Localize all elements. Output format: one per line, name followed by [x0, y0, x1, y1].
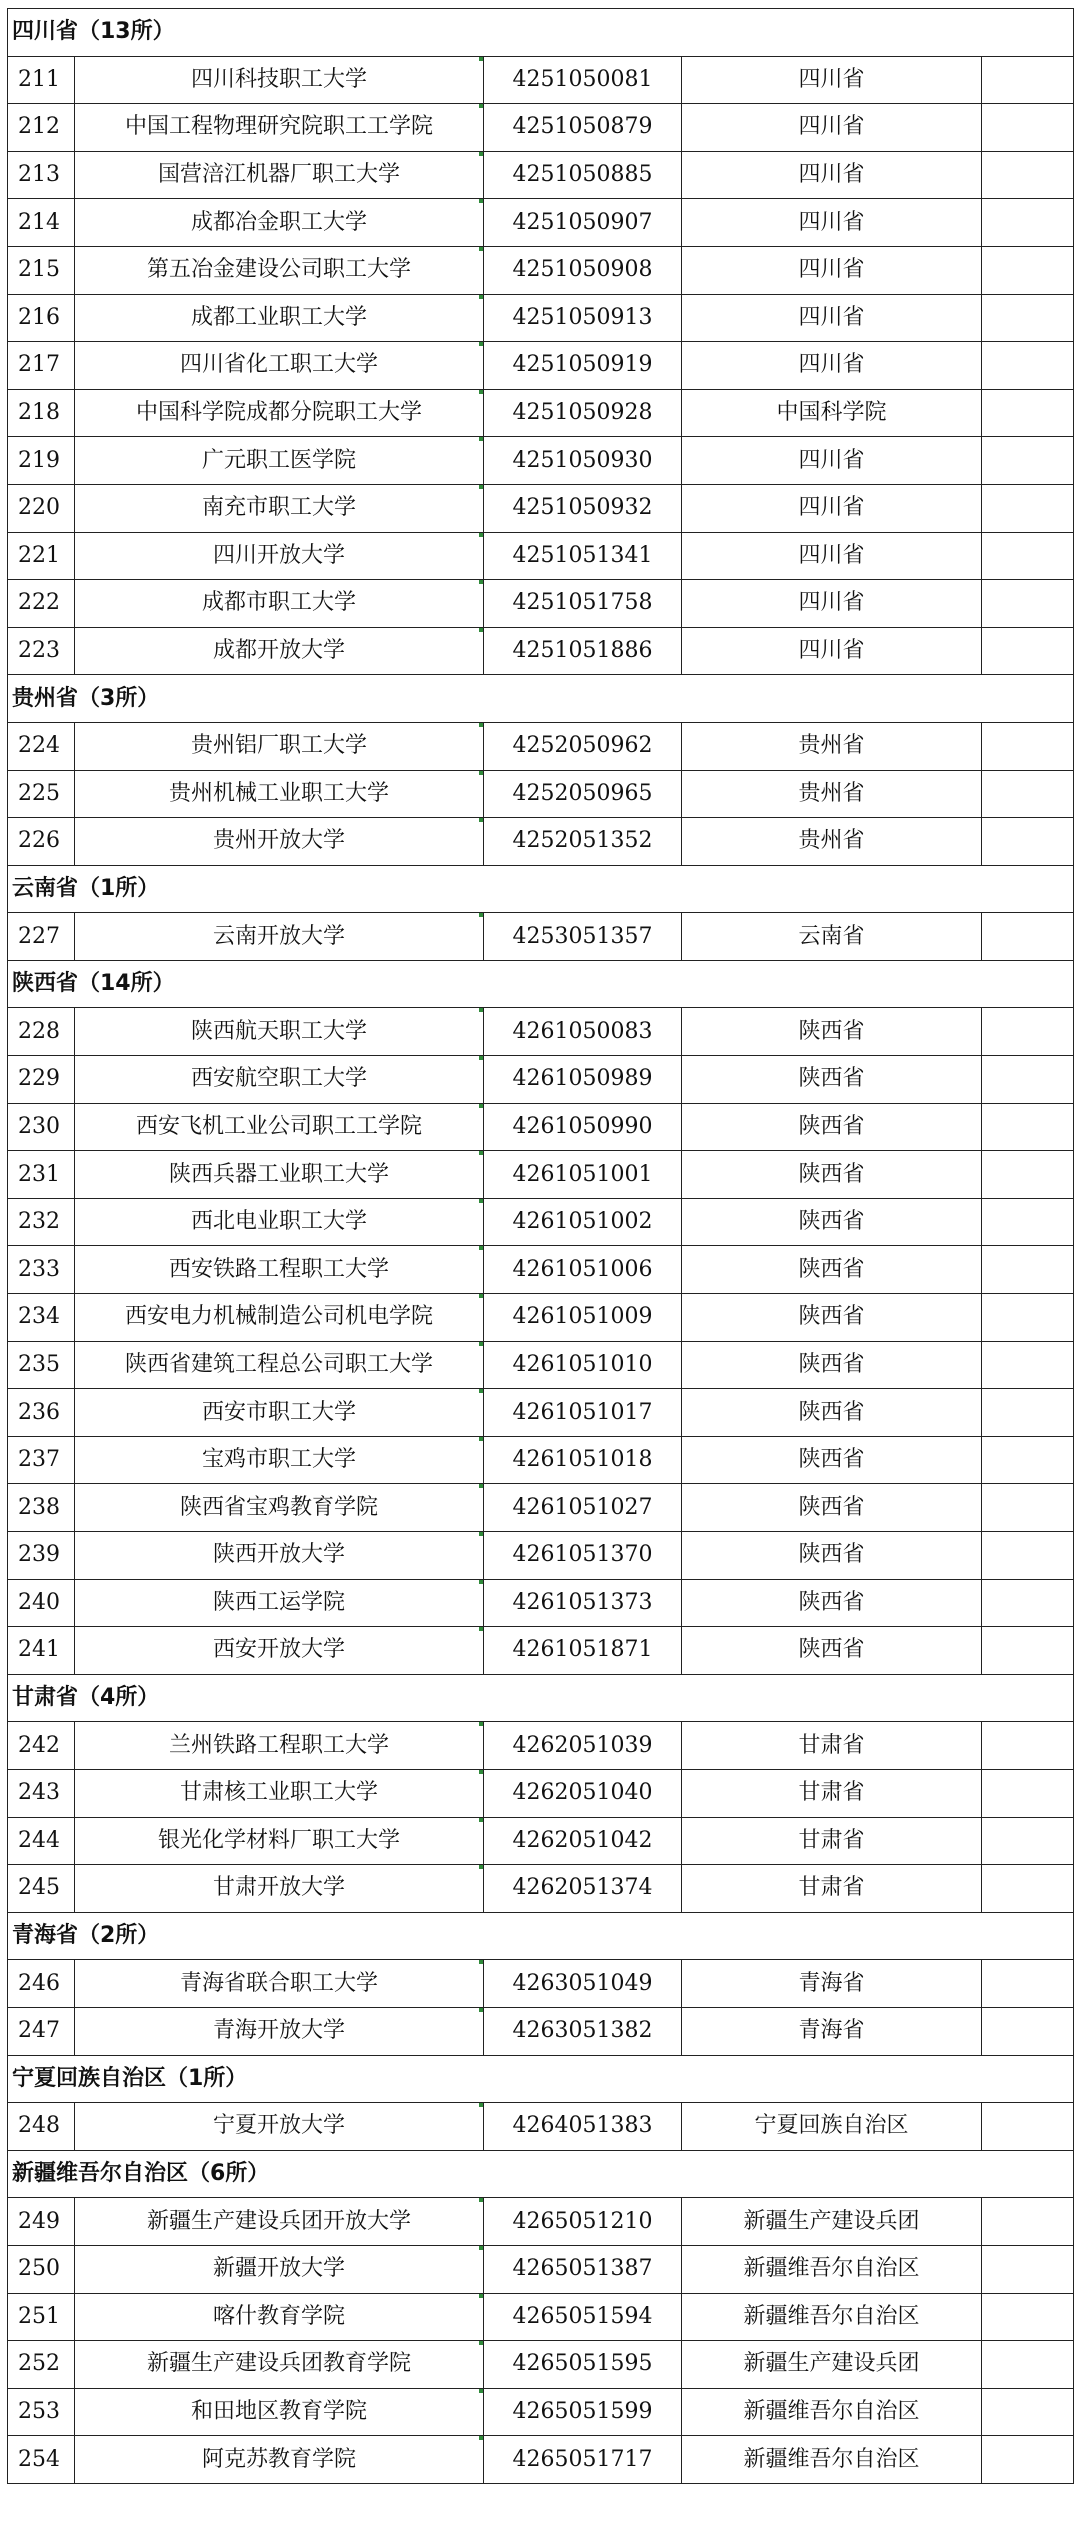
remarks-cell	[982, 1056, 1074, 1104]
supervising-authority-cell: 新疆维吾尔自治区	[682, 2293, 982, 2341]
institution-code-cell: 4261051006	[484, 1246, 682, 1294]
institution-name-cell: 贵州机械工业职工大学	[75, 770, 484, 818]
section-header-row	[8, 9, 1074, 57]
institution-code-cell: 4262051042	[484, 1817, 682, 1865]
institution-name-cell: 陕西兵器工业职工大学	[75, 1151, 484, 1199]
supervising-authority-cell: 陕西省	[682, 1389, 982, 1437]
row-number-cell: 234	[8, 1294, 75, 1342]
supervising-authority-cell: 陕西省	[682, 1008, 982, 1056]
table-row	[8, 1103, 1074, 1151]
row-number-cell: 253	[8, 2388, 75, 2436]
remarks-cell	[982, 1722, 1074, 1770]
remarks-cell	[982, 1246, 1074, 1294]
institution-code-cell: 4252050965	[484, 770, 682, 818]
institution-name-cell: 陕西航天职工大学	[75, 1008, 484, 1056]
institution-name-cell: 云南开放大学	[75, 913, 484, 961]
institution-code-cell: 4251050885	[484, 151, 682, 199]
institution-name-cell: 甘肃开放大学	[75, 1865, 484, 1913]
remarks-cell	[982, 294, 1074, 342]
remarks-cell	[982, 1484, 1074, 1532]
row-number-cell: 228	[8, 1008, 75, 1056]
remarks-cell	[982, 627, 1074, 675]
row-number-cell: 241	[8, 1627, 75, 1675]
institution-name-cell: 中国科学院成都分院职工大学	[75, 389, 484, 437]
section-header-row	[8, 675, 1074, 723]
institution-name-cell: 西安开放大学	[75, 1627, 484, 1675]
row-number-cell: 217	[8, 342, 75, 390]
institution-name-cell: 四川省化工职工大学	[75, 342, 484, 390]
table-row	[8, 342, 1074, 390]
remarks-cell	[982, 1436, 1074, 1484]
remarks-cell	[982, 2341, 1074, 2389]
table-row	[8, 2436, 1074, 2484]
institution-code-cell: 4264051383	[484, 2103, 682, 2151]
supervising-authority-cell: 四川省	[682, 580, 982, 628]
institution-code-cell: 4265051210	[484, 2198, 682, 2246]
row-number-cell: 239	[8, 1532, 75, 1580]
institution-code-cell: 4251050913	[484, 294, 682, 342]
institution-code-cell: 4261051017	[484, 1389, 682, 1437]
institution-name-cell: 银光化学材料厂职工大学	[75, 1817, 484, 1865]
institution-code-cell: 4251050932	[484, 484, 682, 532]
institution-name-cell: 和田地区教育学院	[75, 2388, 484, 2436]
institution-name-cell: 喀什教育学院	[75, 2293, 484, 2341]
institution-code-cell: 4261050989	[484, 1056, 682, 1104]
row-number-cell: 251	[8, 2293, 75, 2341]
table-body	[8, 9, 1074, 2484]
institution-name-cell: 贵州铝厂职工大学	[75, 722, 484, 770]
table-row	[8, 1817, 1074, 1865]
row-number-cell: 221	[8, 532, 75, 580]
institution-code-cell: 4265051595	[484, 2341, 682, 2389]
remarks-cell	[982, 722, 1074, 770]
institution-name-cell: 西北电业职工大学	[75, 1198, 484, 1246]
row-number-cell: 225	[8, 770, 75, 818]
supervising-authority-cell: 甘肃省	[682, 1769, 982, 1817]
table-row	[8, 580, 1074, 628]
remarks-cell	[982, 484, 1074, 532]
row-number-cell: 218	[8, 389, 75, 437]
institution-code-cell: 4261051373	[484, 1579, 682, 1627]
remarks-cell	[982, 437, 1074, 485]
remarks-cell	[982, 770, 1074, 818]
institution-name-cell: 宁夏开放大学	[75, 2103, 484, 2151]
section-header-row	[8, 2055, 1074, 2103]
remarks-cell	[982, 1960, 1074, 2008]
table-row	[8, 484, 1074, 532]
table-row	[8, 294, 1074, 342]
institution-name-cell: 四川科技职工大学	[75, 56, 484, 104]
table-row	[8, 2245, 1074, 2293]
institution-code-cell: 4261051370	[484, 1532, 682, 1580]
institution-code-cell: 4251050919	[484, 342, 682, 390]
institution-name-cell: 广元职工医学院	[75, 437, 484, 485]
supervising-authority-cell: 新疆生产建设兵团	[682, 2198, 982, 2246]
institution-name-cell: 四川开放大学	[75, 532, 484, 580]
institution-code-cell: 4265051717	[484, 2436, 682, 2484]
supervising-authority-cell: 甘肃省	[682, 1817, 982, 1865]
supervising-authority-cell: 宁夏回族自治区	[682, 2103, 982, 2151]
institution-code-cell: 4251050907	[484, 199, 682, 247]
institution-name-cell: 西安航空职工大学	[75, 1056, 484, 1104]
table-row	[8, 2103, 1074, 2151]
supervising-authority-cell: 贵州省	[682, 770, 982, 818]
row-number-cell: 243	[8, 1769, 75, 1817]
section-header: 陕西省（14所）	[8, 960, 1074, 1008]
remarks-cell	[982, 1627, 1074, 1675]
remarks-cell	[982, 1151, 1074, 1199]
supervising-authority-cell: 陕西省	[682, 1341, 982, 1389]
institution-code-cell: 4261051002	[484, 1198, 682, 1246]
institution-name-cell: 西安市职工大学	[75, 1389, 484, 1437]
row-number-cell: 231	[8, 1151, 75, 1199]
row-number-cell: 220	[8, 484, 75, 532]
supervising-authority-cell: 贵州省	[682, 818, 982, 866]
table-row	[8, 56, 1074, 104]
institution-code-cell: 4251050908	[484, 246, 682, 294]
table-row	[8, 2198, 1074, 2246]
section-header-row	[8, 1674, 1074, 1722]
row-number-cell: 236	[8, 1389, 75, 1437]
section-header: 青海省（2所）	[8, 1912, 1074, 1960]
supervising-authority-cell: 甘肃省	[682, 1722, 982, 1770]
institution-name-cell: 第五冶金建设公司职工大学	[75, 246, 484, 294]
institution-name-cell: 西安铁路工程职工大学	[75, 1246, 484, 1294]
remarks-cell	[982, 2388, 1074, 2436]
table-row	[8, 199, 1074, 247]
section-header: 四川省（13所）	[8, 9, 1074, 57]
table-row	[8, 770, 1074, 818]
institution-name-cell: 国营涪江机器厂职工大学	[75, 151, 484, 199]
row-number-cell: 219	[8, 437, 75, 485]
row-number-cell: 224	[8, 722, 75, 770]
table-row	[8, 1769, 1074, 1817]
remarks-cell	[982, 1294, 1074, 1342]
supervising-authority-cell: 陕西省	[682, 1532, 982, 1580]
supervising-authority-cell: 陕西省	[682, 1151, 982, 1199]
section-header: 新疆维吾尔自治区（6所）	[8, 2150, 1074, 2198]
remarks-cell	[982, 151, 1074, 199]
supervising-authority-cell: 四川省	[682, 104, 982, 152]
supervising-authority-cell: 陕西省	[682, 1627, 982, 1675]
remarks-cell	[982, 2245, 1074, 2293]
remarks-cell	[982, 2293, 1074, 2341]
institution-name-cell: 成都冶金职工大学	[75, 199, 484, 247]
institution-code-cell: 4262051039	[484, 1722, 682, 1770]
table-row	[8, 1294, 1074, 1342]
row-number-cell: 211	[8, 56, 75, 104]
institution-code-cell: 4251050930	[484, 437, 682, 485]
table-row	[8, 532, 1074, 580]
remarks-cell	[982, 1389, 1074, 1437]
row-number-cell: 252	[8, 2341, 75, 2389]
remarks-cell	[982, 342, 1074, 390]
institution-name-cell: 陕西开放大学	[75, 1532, 484, 1580]
remarks-cell	[982, 2103, 1074, 2151]
row-number-cell: 212	[8, 104, 75, 152]
supervising-authority-cell: 青海省	[682, 2007, 982, 2055]
remarks-cell	[982, 2436, 1074, 2484]
section-header: 云南省（1所）	[8, 865, 1074, 913]
row-number-cell: 230	[8, 1103, 75, 1151]
table-row	[8, 2341, 1074, 2389]
row-number-cell: 248	[8, 2103, 75, 2151]
remarks-cell	[982, 1769, 1074, 1817]
row-number-cell: 240	[8, 1579, 75, 1627]
institution-code-cell: 4251051758	[484, 580, 682, 628]
table-row	[8, 2388, 1074, 2436]
row-number-cell: 233	[8, 1246, 75, 1294]
row-number-cell: 216	[8, 294, 75, 342]
institution-code-cell: 4251050081	[484, 56, 682, 104]
row-number-cell: 246	[8, 1960, 75, 2008]
section-header-row	[8, 2150, 1074, 2198]
table-row	[8, 1484, 1074, 1532]
institution-name-cell: 新疆开放大学	[75, 2245, 484, 2293]
supervising-authority-cell: 四川省	[682, 56, 982, 104]
supervising-authority-cell: 新疆维吾尔自治区	[682, 2436, 982, 2484]
institution-code-cell: 4261051009	[484, 1294, 682, 1342]
institution-name-cell: 成都开放大学	[75, 627, 484, 675]
row-number-cell: 232	[8, 1198, 75, 1246]
supervising-authority-cell: 新疆维吾尔自治区	[682, 2245, 982, 2293]
row-number-cell: 244	[8, 1817, 75, 1865]
supervising-authority-cell: 青海省	[682, 1960, 982, 2008]
table-row	[8, 1389, 1074, 1437]
table-row	[8, 104, 1074, 152]
row-number-cell: 214	[8, 199, 75, 247]
institution-code-cell: 4263051049	[484, 1960, 682, 2008]
supervising-authority-cell: 四川省	[682, 199, 982, 247]
row-number-cell: 229	[8, 1056, 75, 1104]
institution-code-cell: 4251051341	[484, 532, 682, 580]
table-row	[8, 1865, 1074, 1913]
table-row	[8, 151, 1074, 199]
row-number-cell: 247	[8, 2007, 75, 2055]
remarks-cell	[982, 2198, 1074, 2246]
institution-code-cell: 4261051001	[484, 1151, 682, 1199]
remarks-cell	[982, 913, 1074, 961]
institution-name-cell: 甘肃核工业职工大学	[75, 1769, 484, 1817]
institution-code-cell: 4261051871	[484, 1627, 682, 1675]
table-row	[8, 1341, 1074, 1389]
remarks-cell	[982, 1817, 1074, 1865]
institution-code-cell: 4262051374	[484, 1865, 682, 1913]
table-row	[8, 722, 1074, 770]
remarks-cell	[982, 104, 1074, 152]
row-number-cell: 226	[8, 818, 75, 866]
institution-name-cell: 陕西工运学院	[75, 1579, 484, 1627]
institution-name-cell: 中国工程物理研究院职工工学院	[75, 104, 484, 152]
remarks-cell	[982, 1103, 1074, 1151]
institution-name-cell: 青海开放大学	[75, 2007, 484, 2055]
row-number-cell: 235	[8, 1341, 75, 1389]
row-number-cell: 238	[8, 1484, 75, 1532]
institution-code-cell: 4252051352	[484, 818, 682, 866]
institution-name-cell: 成都工业职工大学	[75, 294, 484, 342]
row-number-cell: 215	[8, 246, 75, 294]
supervising-authority-cell: 陕西省	[682, 1484, 982, 1532]
remarks-cell	[982, 1198, 1074, 1246]
institution-code-cell: 4261050990	[484, 1103, 682, 1151]
section-header: 甘肃省（4所）	[8, 1674, 1074, 1722]
supervising-authority-cell: 云南省	[682, 913, 982, 961]
institution-name-cell: 宝鸡市职工大学	[75, 1436, 484, 1484]
section-header: 宁夏回族自治区（1所）	[8, 2055, 1074, 2103]
supervising-authority-cell: 四川省	[682, 437, 982, 485]
supervising-authority-cell: 陕西省	[682, 1198, 982, 1246]
table-row	[8, 1960, 1074, 2008]
supervising-authority-cell: 陕西省	[682, 1294, 982, 1342]
supervising-authority-cell: 四川省	[682, 294, 982, 342]
supervising-authority-cell: 陕西省	[682, 1579, 982, 1627]
row-number-cell: 249	[8, 2198, 75, 2246]
supervising-authority-cell: 四川省	[682, 246, 982, 294]
table-row	[8, 389, 1074, 437]
institution-code-cell: 4253051357	[484, 913, 682, 961]
institution-code-cell: 4251050928	[484, 389, 682, 437]
institution-name-cell: 青海省联合职工大学	[75, 1960, 484, 2008]
table-row	[8, 437, 1074, 485]
supervising-authority-cell: 陕西省	[682, 1103, 982, 1151]
institution-name-cell: 贵州开放大学	[75, 818, 484, 866]
table-row	[8, 1056, 1074, 1104]
row-number-cell: 222	[8, 580, 75, 628]
supervising-authority-cell: 四川省	[682, 151, 982, 199]
section-header: 贵州省（3所）	[8, 675, 1074, 723]
row-number-cell: 223	[8, 627, 75, 675]
supervising-authority-cell: 新疆维吾尔自治区	[682, 2388, 982, 2436]
section-header-row	[8, 960, 1074, 1008]
table-row	[8, 913, 1074, 961]
table-row	[8, 1008, 1074, 1056]
institution-name-cell: 南充市职工大学	[75, 484, 484, 532]
table-row	[8, 1151, 1074, 1199]
table-row	[8, 2007, 1074, 2055]
row-number-cell: 242	[8, 1722, 75, 1770]
remarks-cell	[982, 389, 1074, 437]
supervising-authority-cell: 四川省	[682, 484, 982, 532]
row-number-cell: 245	[8, 1865, 75, 1913]
remarks-cell	[982, 1579, 1074, 1627]
row-number-cell: 237	[8, 1436, 75, 1484]
table-row	[8, 1627, 1074, 1675]
section-header-row	[8, 865, 1074, 913]
institution-code-cell: 4265051387	[484, 2245, 682, 2293]
table-row	[8, 1579, 1074, 1627]
remarks-cell	[982, 532, 1074, 580]
row-number-cell: 213	[8, 151, 75, 199]
table-row	[8, 818, 1074, 866]
row-number-cell: 254	[8, 2436, 75, 2484]
supervising-authority-cell: 四川省	[682, 342, 982, 390]
supervising-authority-cell: 四川省	[682, 627, 982, 675]
institution-code-cell: 4251050879	[484, 104, 682, 152]
institution-code-cell: 4251051886	[484, 627, 682, 675]
supervising-authority-cell: 四川省	[682, 532, 982, 580]
remarks-cell	[982, 580, 1074, 628]
table-row	[8, 1436, 1074, 1484]
table-row	[8, 1198, 1074, 1246]
institution-table	[7, 8, 1074, 2484]
institution-code-cell: 4261050083	[484, 1008, 682, 1056]
table-row	[8, 1722, 1074, 1770]
institution-code-cell: 4261051010	[484, 1341, 682, 1389]
institution-code-cell: 4265051599	[484, 2388, 682, 2436]
institution-name-cell: 陕西省建筑工程总公司职工大学	[75, 1341, 484, 1389]
supervising-authority-cell: 中国科学院	[682, 389, 982, 437]
institution-name-cell: 成都市职工大学	[75, 580, 484, 628]
table-row	[8, 627, 1074, 675]
table-row	[8, 1532, 1074, 1580]
remarks-cell	[982, 1865, 1074, 1913]
remarks-cell	[982, 1008, 1074, 1056]
institution-name-cell: 新疆生产建设兵团教育学院	[75, 2341, 484, 2389]
supervising-authority-cell: 陕西省	[682, 1436, 982, 1484]
table-row	[8, 2293, 1074, 2341]
institution-code-cell: 4252050962	[484, 722, 682, 770]
supervising-authority-cell: 甘肃省	[682, 1865, 982, 1913]
remarks-cell	[982, 56, 1074, 104]
institution-name-cell: 兰州铁路工程职工大学	[75, 1722, 484, 1770]
remarks-cell	[982, 1532, 1074, 1580]
supervising-authority-cell: 陕西省	[682, 1246, 982, 1294]
section-header-row	[8, 1912, 1074, 1960]
institution-name-cell: 陕西省宝鸡教育学院	[75, 1484, 484, 1532]
institution-code-cell: 4261051027	[484, 1484, 682, 1532]
table-row	[8, 246, 1074, 294]
institution-name-cell: 西安飞机工业公司职工工学院	[75, 1103, 484, 1151]
remarks-cell	[982, 2007, 1074, 2055]
institution-name-cell: 新疆生产建设兵团开放大学	[75, 2198, 484, 2246]
supervising-authority-cell: 陕西省	[682, 1056, 982, 1104]
remarks-cell	[982, 246, 1074, 294]
supervising-authority-cell: 新疆生产建设兵团	[682, 2341, 982, 2389]
table-row	[8, 1246, 1074, 1294]
row-number-cell: 227	[8, 913, 75, 961]
row-number-cell: 250	[8, 2245, 75, 2293]
remarks-cell	[982, 199, 1074, 247]
supervising-authority-cell: 贵州省	[682, 722, 982, 770]
institution-code-cell: 4263051382	[484, 2007, 682, 2055]
institution-code-cell: 4261051018	[484, 1436, 682, 1484]
remarks-cell	[982, 818, 1074, 866]
institution-name-cell: 阿克苏教育学院	[75, 2436, 484, 2484]
institution-name-cell: 西安电力机械制造公司机电学院	[75, 1294, 484, 1342]
institution-code-cell: 4262051040	[484, 1769, 682, 1817]
institution-code-cell: 4265051594	[484, 2293, 682, 2341]
remarks-cell	[982, 1341, 1074, 1389]
